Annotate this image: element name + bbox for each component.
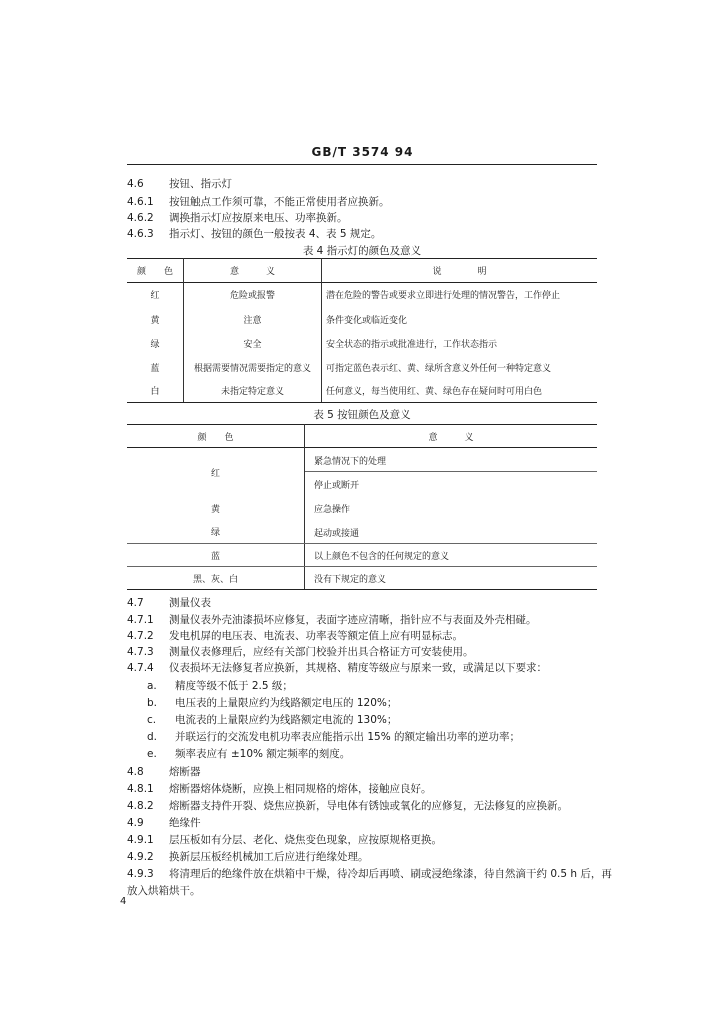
- clause-4-6-1: 4.6.1 按钮触点工作须可靠，不能正常使用者应换新。: [127, 196, 390, 208]
- clause-4-7-2: 4.7.2 发电机屏的电压表、电流表、功率表等额定值上应有明显标志。: [127, 630, 463, 642]
- table4-row-meaning: 注意: [243, 316, 262, 326]
- table5-header-meaning: 意 义: [428, 433, 474, 443]
- table4-row-description: 安全状态的指示或批准进行，工作状态指示: [326, 340, 498, 350]
- table5-row-color: 红: [210, 469, 220, 479]
- section-4-9-heading: 4.9 绝缘件: [127, 817, 201, 829]
- clause-4-7-1: 4.7.1 测量仪表外壳油漆损坏应修复，表面字迹应清晰，指针应不与表面及外壳相碰。: [127, 614, 537, 626]
- table4-col-divider-1: [183, 258, 184, 402]
- table5-caption: 表 5 按钮颜色及意义: [313, 409, 411, 421]
- clause-4-8-2: 4.8.2 熔断器支持件开裂、烧焦应换新，导电体有锈蚀或氧化的应修复，无法修复的应换新。: [127, 800, 568, 812]
- clause-4-9-2: 4.9.2 换新层压板经机械加工后应进行绝缘处理。: [127, 851, 369, 863]
- table5-row-color: 绿: [210, 528, 220, 538]
- table5-col-divider: [304, 424, 305, 589]
- table4-header-meaning: 意 义: [229, 267, 275, 277]
- table5-row-color: 黑、灰、白: [192, 575, 238, 585]
- page-header: GB/T 3574 94: [311, 145, 414, 159]
- section-4-8-heading: 4.8 熔断器: [127, 766, 201, 778]
- table4-row-color: 绿: [150, 340, 160, 350]
- table4-header-rule: [127, 282, 597, 283]
- table5-row-color: 蓝: [210, 552, 220, 562]
- table5-header-rule: [127, 447, 597, 448]
- clause-4-7-4: 4.7.4 仪表损坏无法修复者应换新，其规格、精度等级应与原来一致，或满足以下要求：: [127, 662, 547, 674]
- section-4-6-heading: 4.6 按钮、指示灯: [127, 178, 232, 190]
- table4-row-description: 可指定蓝色表示红、黄、绿所含意义外任何一种特定意义: [326, 364, 552, 374]
- table4-row-description: 条件变化或临近变化: [326, 316, 408, 326]
- table5-row-meaning: 没有下规定的意义: [314, 575, 387, 585]
- table5-row-rule: [127, 543, 597, 544]
- clause-4-9-3: 4.9.3 将清理后的绝缘件放在烘箱中干燥，待冷却后再喷、刷或浸绝缘漆，待自然滴干约 0.5 h 后，再: [127, 868, 612, 880]
- table5-row-meaning: 以上颜色不包含的任何规定的意义: [314, 552, 450, 562]
- table5-row-color: 黄: [210, 505, 220, 515]
- page-number: 4: [120, 896, 127, 907]
- table4-header-color: 颜 色: [136, 267, 173, 277]
- table4-top-rule: [127, 258, 597, 259]
- table4-row-meaning: 未指定特定意义: [220, 387, 284, 397]
- table4-row-description: 潜在危险的警告或要求立即进行处理的情况警告，工作停止: [326, 291, 561, 301]
- table5-header-color: 颜 色: [197, 433, 234, 443]
- clause-4-6-3: 4.6.3 指示灯、按钮的颜色一般按表 4、表 5 规定。: [127, 228, 382, 240]
- table4-row-color: 蓝: [150, 364, 160, 374]
- list-item: c. 电流表的上量限应约为线路额定电流的 130%；: [147, 714, 398, 726]
- table4-col-divider-2: [321, 258, 322, 402]
- clause-4-9-3-continued: 放入烘箱烘干。: [127, 885, 201, 897]
- clause-4-6-2: 4.6.2 调换指示灯应按原来电压、功率换新。: [127, 212, 348, 224]
- clause-4-9-1: 4.9.1 层压板如有分层、老化、烧焦变色现象，应按原规格更换。: [127, 834, 442, 846]
- table4-row-meaning: 安全: [243, 340, 262, 350]
- table5-inner-rule: [305, 471, 597, 472]
- table4-header-description: 说 明: [432, 267, 487, 277]
- table5-row-rule: [127, 566, 597, 567]
- table5-row-meaning: 停止或断开: [314, 481, 360, 491]
- table5-bottom-rule: [127, 589, 597, 590]
- header-rule: [127, 164, 597, 165]
- table4-caption: 表 4 指示灯的颜色及意义: [302, 245, 422, 257]
- list-item: b. 电压表的上量限应约为线路额定电压的 120%；: [147, 697, 398, 709]
- list-item: a. 精度等级不低于 2.5 级；: [147, 680, 293, 692]
- table4-row-meaning: 根据需要情况需要指定的意义: [193, 364, 311, 374]
- table5-row-meaning: 应急操作: [314, 505, 351, 515]
- clause-4-7-3: 4.7.3 测量仪表修理后，应经有关部门校验并出具合格证方可安装使用。: [127, 646, 474, 658]
- table4-bottom-rule: [127, 402, 597, 403]
- list-item: e. 频率表应有 ±10% 额定频率的刻度。: [147, 748, 351, 760]
- table5-row-meaning: 起动或接通: [314, 529, 360, 539]
- table4-row-color: 红: [150, 291, 160, 301]
- list-item: d. 并联运行的交流发电机功率表应能指示出 15% 的额定输出功率的逆功率；: [147, 731, 521, 743]
- table4-row-color: 黄: [150, 316, 160, 326]
- table5-row-meaning: 紧急情况下的处理: [314, 457, 387, 467]
- table4-row-color: 白: [150, 387, 160, 397]
- section-4-7-heading: 4.7 测量仪表: [127, 597, 211, 609]
- table4-row-meaning: 危险或报警: [229, 291, 275, 301]
- clause-4-8-1: 4.8.1 熔断器熔体烧断，应换上相同规格的熔体，接触应良好。: [127, 783, 432, 795]
- table5-top-rule: [127, 424, 597, 425]
- table4-row-description: 任何意义，每当使用红、黄、绿色存在疑问时可用白色: [326, 387, 543, 397]
